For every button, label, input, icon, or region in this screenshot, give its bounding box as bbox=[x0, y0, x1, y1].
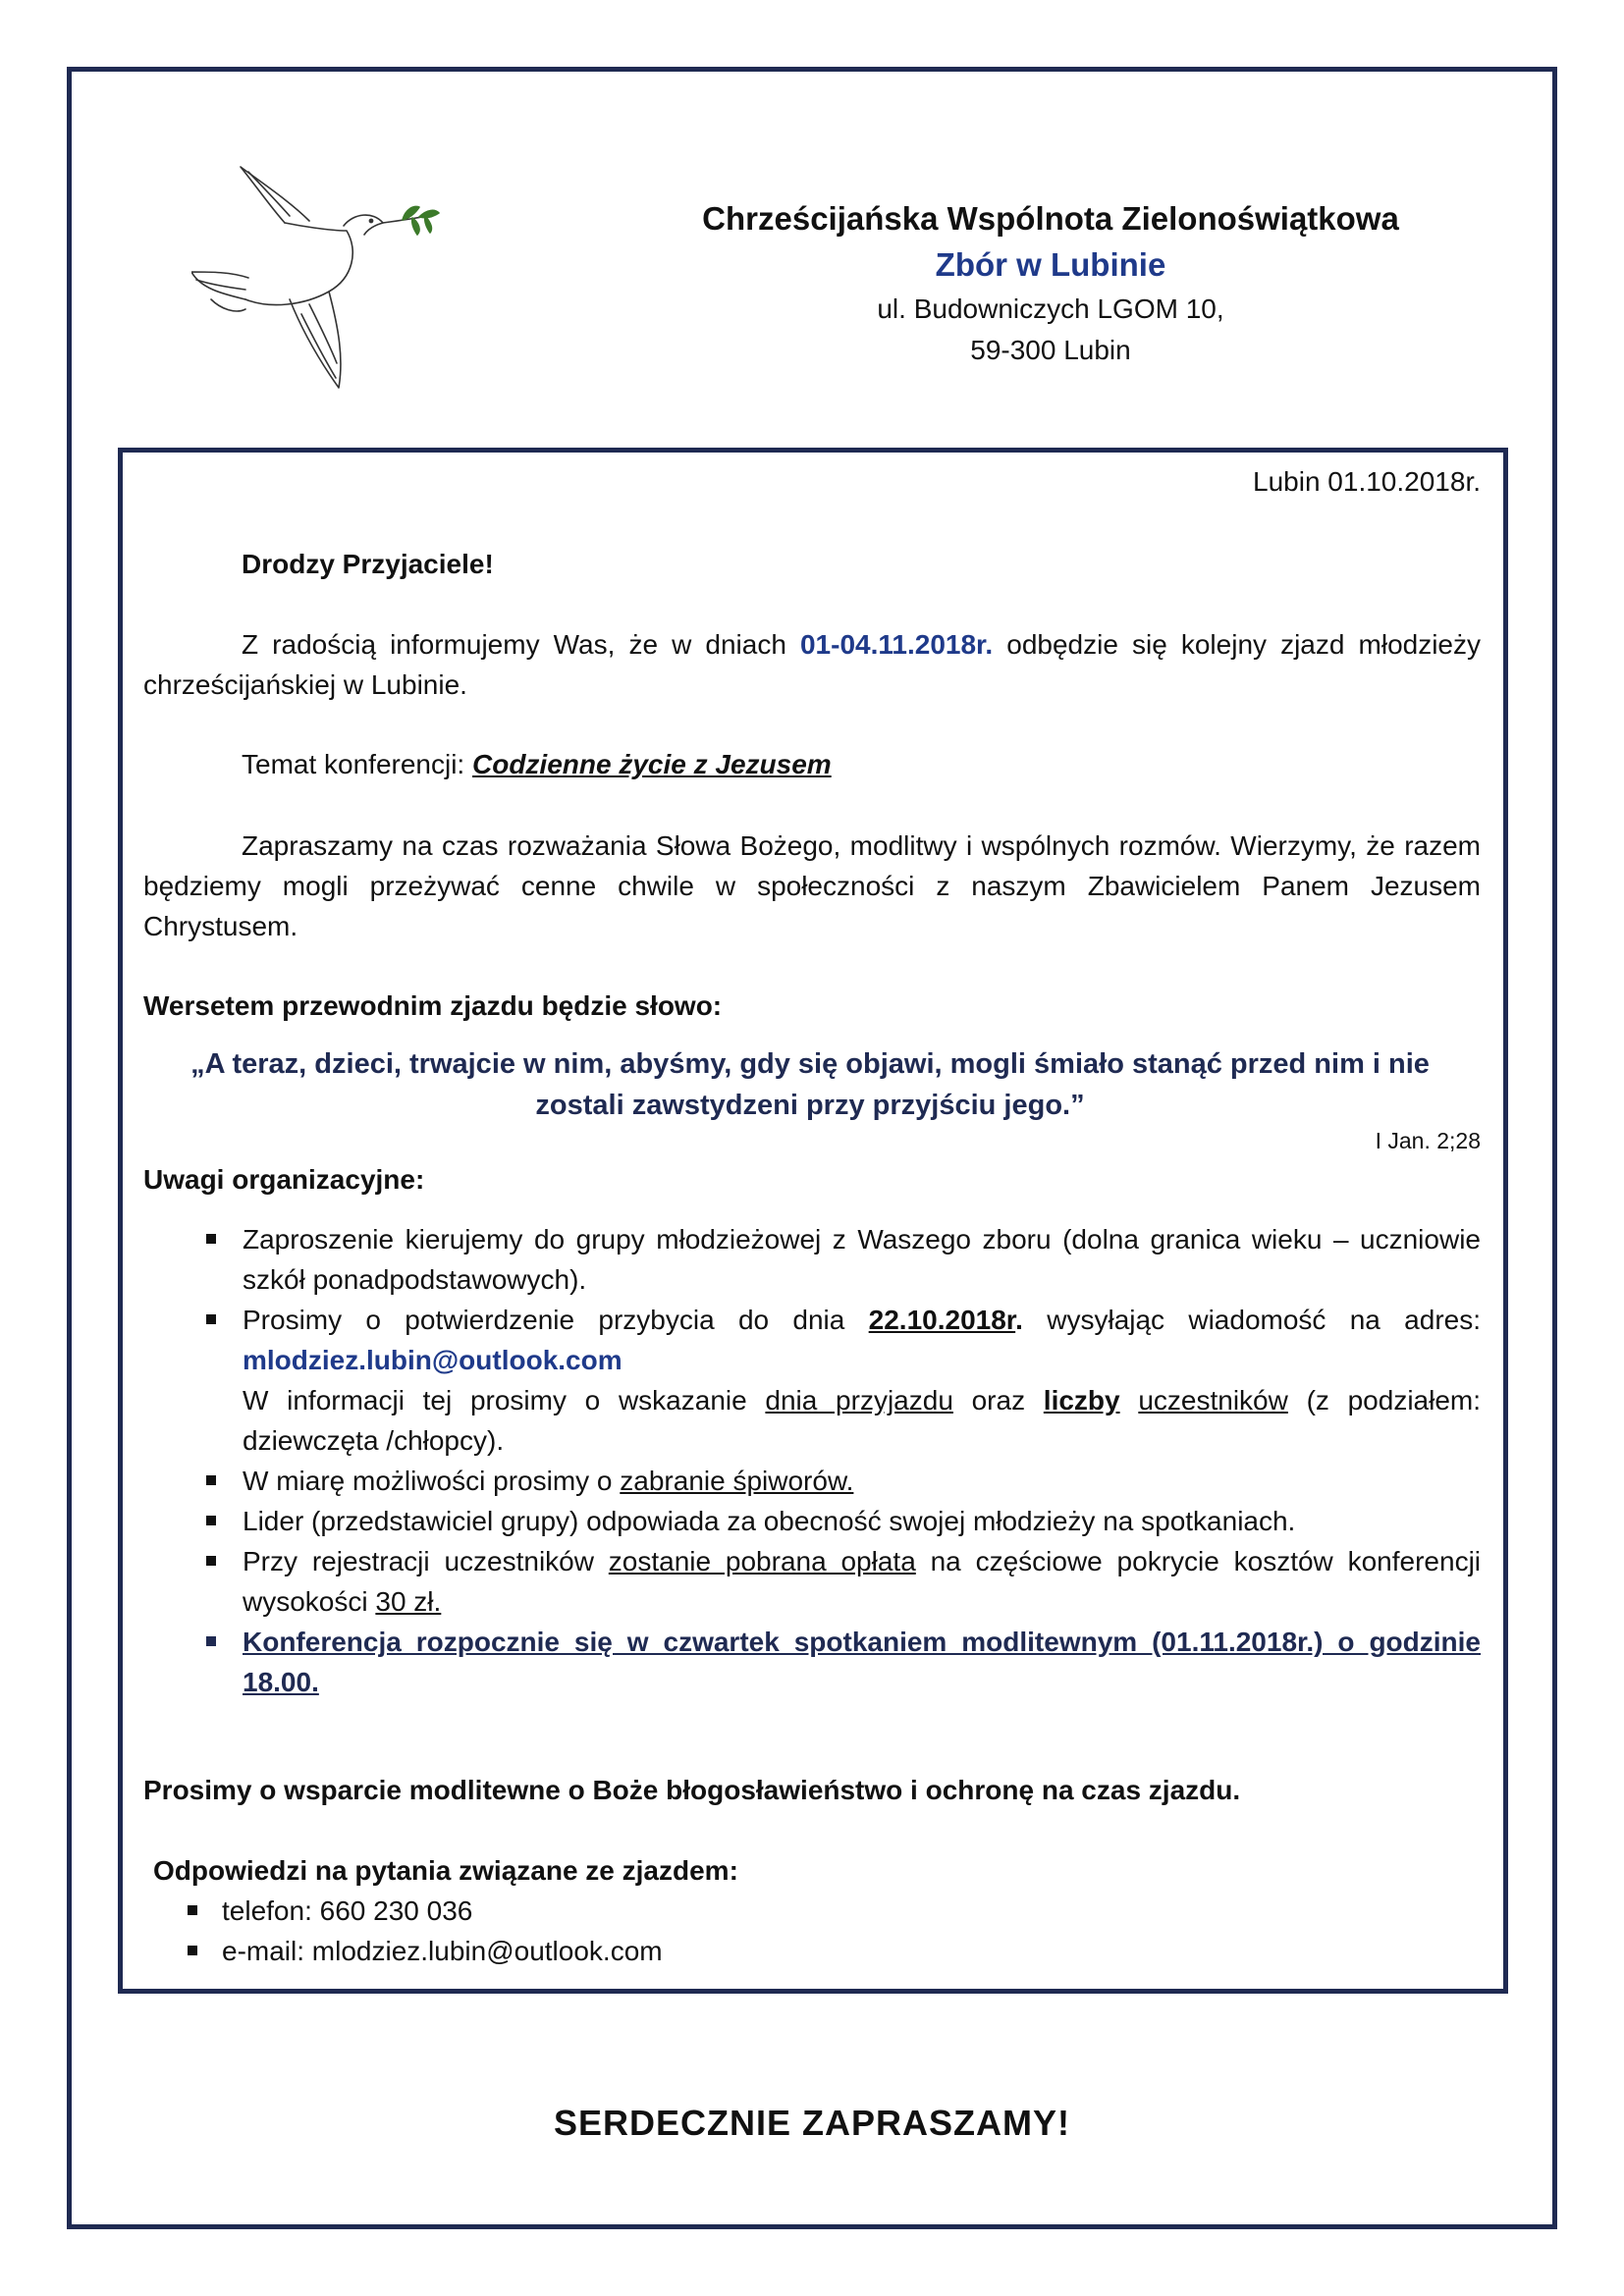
address-line-2: 59-300 Lubin bbox=[970, 335, 1131, 365]
notes-heading-text: Uwagi organizacyjne: bbox=[143, 1164, 425, 1195]
confirm-deadline: 22.10.2018r bbox=[868, 1305, 1016, 1335]
topic-label: Temat konferencji: bbox=[242, 749, 465, 779]
note-text: oraz bbox=[971, 1385, 1026, 1415]
guiding-verse: „A teraz, dzieci, trwajcie w nim, abyśmy, gdy się objawi, mogli śmiało stanąć przed nim i nie zostali zawstydzeni przy przyjściu jego.” bbox=[190, 1048, 1430, 1121]
start-time-note: Konferencja rozpocznie się w czwartek spotkaniem modlitewnym (01.11.2018r.) o godzinie 18.00. bbox=[243, 1627, 1481, 1697]
verse-intro bbox=[143, 986, 1481, 1026]
salutation bbox=[143, 544, 1481, 584]
topic-line bbox=[143, 744, 1481, 784]
note-text: Przy rejestracji uczestników bbox=[243, 1546, 594, 1576]
letterhead bbox=[648, 196, 1453, 371]
contact-list bbox=[143, 1891, 1481, 1971]
note-text: W informacji tej prosimy o wskazanie bbox=[243, 1385, 747, 1415]
event-dates: 01-04.11.2018r. bbox=[799, 629, 994, 660]
contact-email-link[interactable]: mlodziez.lubin@outlook.com bbox=[243, 1345, 623, 1375]
prayer-request-text: Prosimy o wsparcie modlitewne o Boże błogosławieństwo i ochronę na czas zjazdu. bbox=[143, 1775, 1241, 1805]
organization-name: Chrześcijańska Wspólnota Zielonoświątkowa bbox=[702, 200, 1399, 237]
note-text: na częściowe pokrycie kosztów konferencji wysokości bbox=[243, 1546, 1482, 1617]
congregation-name: Zbór w Lubinie bbox=[935, 246, 1166, 283]
closing-invitation: SERDECZNIE ZAPRASZAMY! bbox=[553, 2103, 1071, 2143]
organizational-notes bbox=[143, 1219, 1481, 1702]
list-item bbox=[143, 1219, 1481, 1300]
contact-heading-text: Odpowiedzi na pytania związane ze zjazdem: bbox=[153, 1855, 738, 1886]
intro-text-a: Z radością informujemy Was, że w dniach bbox=[242, 629, 786, 660]
participant-count-note-b: uczestników bbox=[1138, 1385, 1288, 1415]
note-text: Prosimy o potwierdzenie przybycia do dnia bbox=[243, 1305, 845, 1335]
list-item bbox=[143, 1931, 1481, 1971]
note-text: W miarę możliwości prosimy o bbox=[243, 1466, 613, 1496]
list-item bbox=[143, 1622, 1481, 1702]
contact-heading bbox=[153, 1850, 1490, 1891]
note-text: Lider (przedstawiciel grupy) odpowiada za obecność swojej młodzieży na spotkaniach. bbox=[243, 1506, 1296, 1536]
contact-phone[interactable]: telefon: 660 230 036 bbox=[222, 1896, 473, 1926]
participant-count-note: liczby bbox=[1043, 1385, 1120, 1415]
fee-note: zostanie pobrana opłata bbox=[608, 1546, 916, 1576]
sleeping-bag-note: zabranie śpiworów. bbox=[620, 1466, 854, 1496]
address-line-1: ul. Budowniczych LGOM 10, bbox=[877, 294, 1224, 324]
intro-text-b: odbędzie się kolejny zjazd młodzieży chrześcijańskiej w Lubinie. bbox=[143, 629, 1482, 700]
list-item bbox=[143, 1891, 1481, 1931]
invite-paragraph: Zapraszamy na czas rozważania Słowa Bożego, modlitwy i wspólnych rozmów. Wierzymy, że razem będziemy mogli przeżywać cenne chwile w społeczności z naszym Zbawicielem Panem Jezusem Chrystusem. bbox=[143, 830, 1481, 941]
contact-email[interactable]: e-mail: mlodziez.lubin@outlook.com bbox=[222, 1936, 663, 1966]
dove-with-olive-branch-icon bbox=[191, 162, 457, 398]
letter-date: Lubin 01.10.2018r. bbox=[1253, 466, 1481, 497]
list-item: Prosimy o potwierdzenie przybycia do dnia 22.10.2018r. wysyłając wiadomość na adres: mlodziez.lubin@outlook.com W informacji tej prosimy o wskazanie dnia przyjazdu oraz liczby uczestników (z podziałem: dziewczęta /chłopcy). bbox=[143, 1300, 1481, 1461]
notes-heading bbox=[143, 1159, 1481, 1200]
verse-intro-text: Wersetem przewodnim zjazdu będzie słowo: bbox=[143, 990, 723, 1021]
arrival-day-note: dnia przyjazdu bbox=[765, 1385, 953, 1415]
verse-reference: I Jan. 2;28 bbox=[1375, 1128, 1481, 1153]
intro-paragraph bbox=[143, 624, 1481, 705]
prayer-request bbox=[143, 1770, 1481, 1810]
fee-amount: 30 zł. bbox=[375, 1586, 442, 1617]
list-item bbox=[143, 1541, 1481, 1622]
salutation-text: Drodzy Przyjaciele! bbox=[242, 549, 494, 579]
conference-topic: Codzienne życie z Jezusem bbox=[472, 749, 832, 779]
note-text: (z podziałem: dziewczęta /chłopcy). bbox=[243, 1385, 1482, 1456]
note-text: Zaproszenie kierujemy do grupy młodzieżowej z Waszego zboru (dolna granica wieku – uczniowie szkół ponadpodstawowych). bbox=[243, 1224, 1481, 1295]
list-item bbox=[143, 1501, 1481, 1541]
list-item bbox=[143, 1461, 1481, 1501]
note-text: wysyłając wiadomość na adres: bbox=[1047, 1305, 1481, 1335]
